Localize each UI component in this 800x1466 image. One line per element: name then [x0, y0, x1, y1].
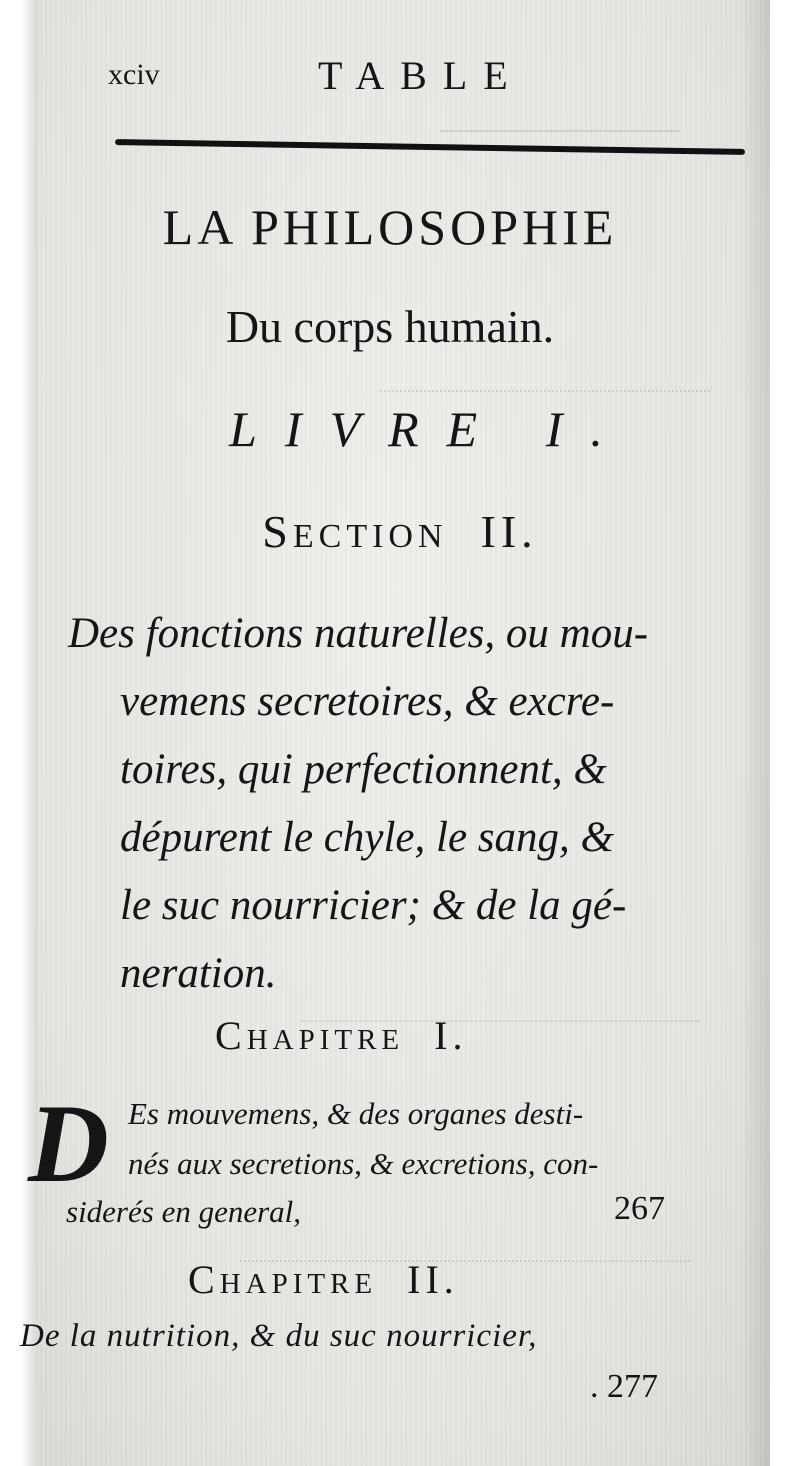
description-line: dépurent le chyle, le sang, & [120, 814, 614, 861]
section-number: II. [480, 506, 538, 557]
running-head [108, 50, 688, 100]
toc-entry-line: siderés en general, [66, 1194, 302, 1229]
description-line: vemens secretoires, & excre- [120, 678, 615, 725]
page-number: xciv [108, 58, 160, 91]
description-line: le suc nourricier; & de la gé- [120, 882, 627, 929]
section-heading [40, 505, 760, 558]
toc-entry-line: nés aux secretions, & excretions, con- [128, 1146, 599, 1181]
toc-page-number: 267 [614, 1190, 665, 1227]
running-title: TABLE [318, 53, 524, 98]
toc-entry-line: Es mouvemens, & des organes desti- [128, 1096, 584, 1131]
title-line-1: LA PHILOSOPHIE [162, 199, 618, 255]
section-description [68, 600, 718, 1008]
show-through-mark [380, 360, 710, 392]
chapter-label: HAPITRE [246, 1024, 405, 1056]
description-line: Des fonctions naturelles, ou mou- [68, 610, 649, 657]
chapter-initial: C [215, 1013, 247, 1058]
toc-entry-line: De la nutrition, & du suc nourricier, [20, 1318, 538, 1354]
header-rule [115, 139, 745, 155]
title-line-2: Du corps humain. [225, 301, 555, 352]
drop-cap: D [28, 1082, 109, 1206]
chapter-heading [188, 1256, 459, 1303]
chapter-heading [215, 1012, 467, 1059]
section-label: ECTION [292, 518, 448, 555]
description-line: toires, qui perfectionnent, & [120, 746, 607, 793]
description-line: neration. [120, 950, 277, 997]
chapter-number: II. [407, 1257, 459, 1302]
chapter-label: HAPITRE [219, 1268, 378, 1300]
section-initial: S [262, 506, 293, 557]
chapter-initial: C [188, 1257, 220, 1302]
toc-page-number: . 277 [590, 1368, 658, 1405]
chapter-number: I. [434, 1013, 468, 1058]
livre-heading: LIVRE I. [229, 401, 631, 457]
